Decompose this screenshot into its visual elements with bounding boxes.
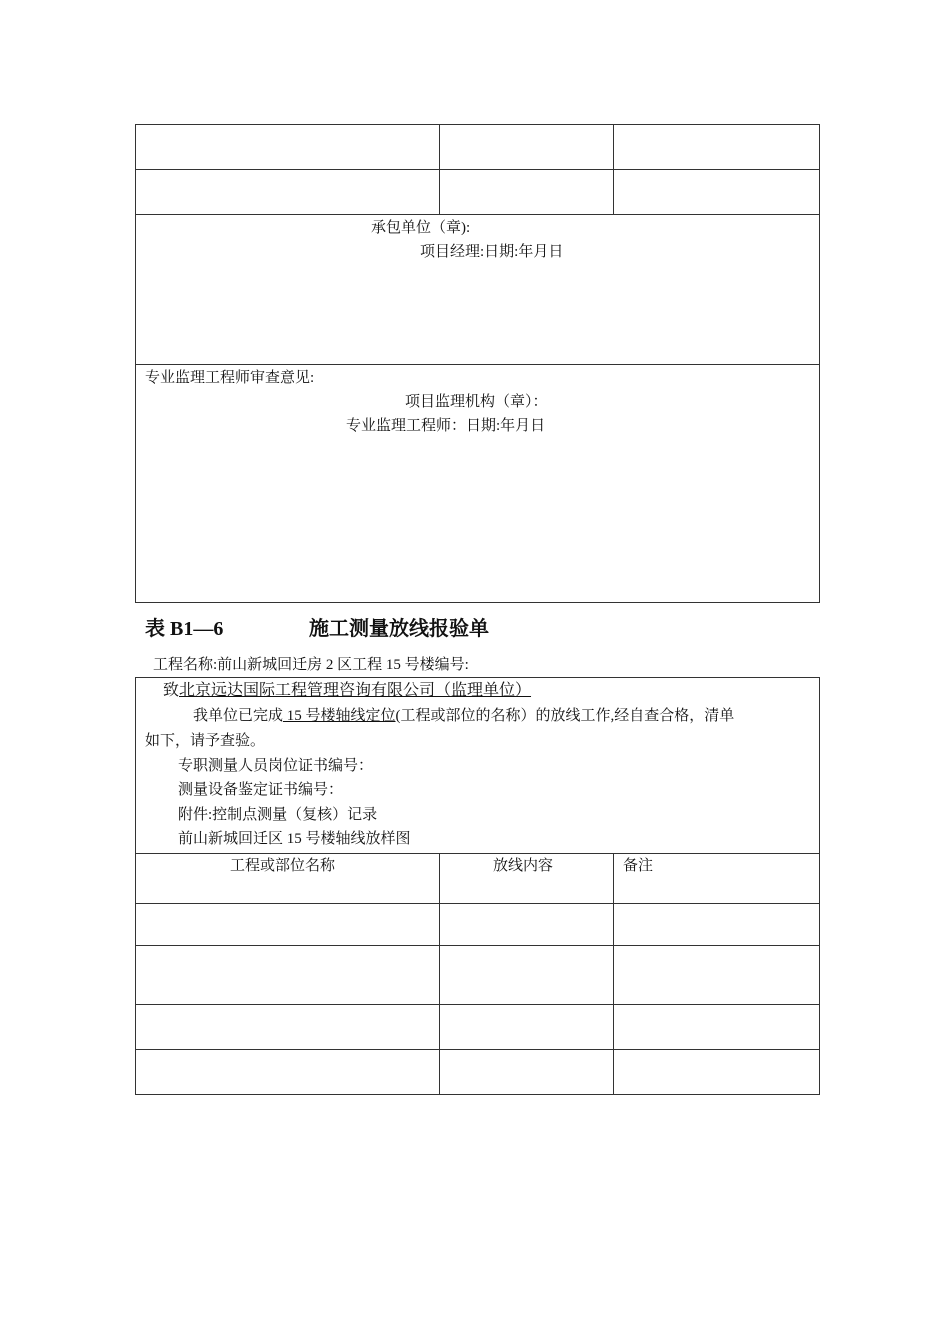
drawing-line: 前山新城回迁区 15 号楼轴线放样图 [178,831,411,847]
supervision-company: 北京远达国际工程管理咨询有限公司（监理单位） [179,682,532,699]
form-title: 施工测量放线报验单 [309,618,489,640]
table-row-divider [135,945,820,946]
project-manager-date-line: 项目经理:日期:年月日 [420,244,564,260]
table-row-divider [135,1004,820,1005]
para-suffix: (工程或部位的名称）的放线工作,经自查合格，清单 [395,708,735,724]
top-table-row-divider [135,214,820,215]
para-prefix: 我单位已完成 [193,708,284,724]
project-name-line: 工程名称:前山新城回迁房 2 区工程 15 号楼编号: [153,657,469,673]
completed-item: 15 号楼轴线定位 [283,708,396,724]
addressee-line [163,681,531,701]
contractor-sign-label: 承包单位（章): [371,220,471,236]
surveyor-cert-line: 专职测量人员岗位证书编号： [178,758,374,774]
header-layout-content: 放线内容 [493,858,554,874]
completion-paragraph-line2: 如下，请予查验。 [145,733,266,749]
completion-paragraph [193,706,734,726]
engineer-date-line: 专业监理工程师：日期:年月日 [346,418,546,434]
table-col-divider [613,853,614,1095]
top-table-col-divider [439,124,440,214]
top-table-row-divider [135,169,820,170]
supervisor-opinion-label: 专业监理工程师审查意见: [145,370,315,386]
attachment-line: 附件:控制点测量（复核）记录 [178,807,378,823]
addressee-prefix: 致 [163,682,180,699]
top-table-section-divider [135,364,820,365]
table-col-divider [439,853,440,1095]
top-table-col-divider [613,124,614,214]
table-number: 表 B1—6 [145,618,224,640]
header-location-name: 工程或部位名称 [230,858,336,874]
table-row-divider [135,903,820,904]
header-remarks: 备注 [623,858,654,874]
equipment-cert-line: 测量设备鉴定证书编号： [178,782,344,798]
supervision-org-label: 项目监理机构（章）： [405,394,548,410]
table-header-top-rule [135,853,820,854]
table-row-divider [135,1049,820,1050]
